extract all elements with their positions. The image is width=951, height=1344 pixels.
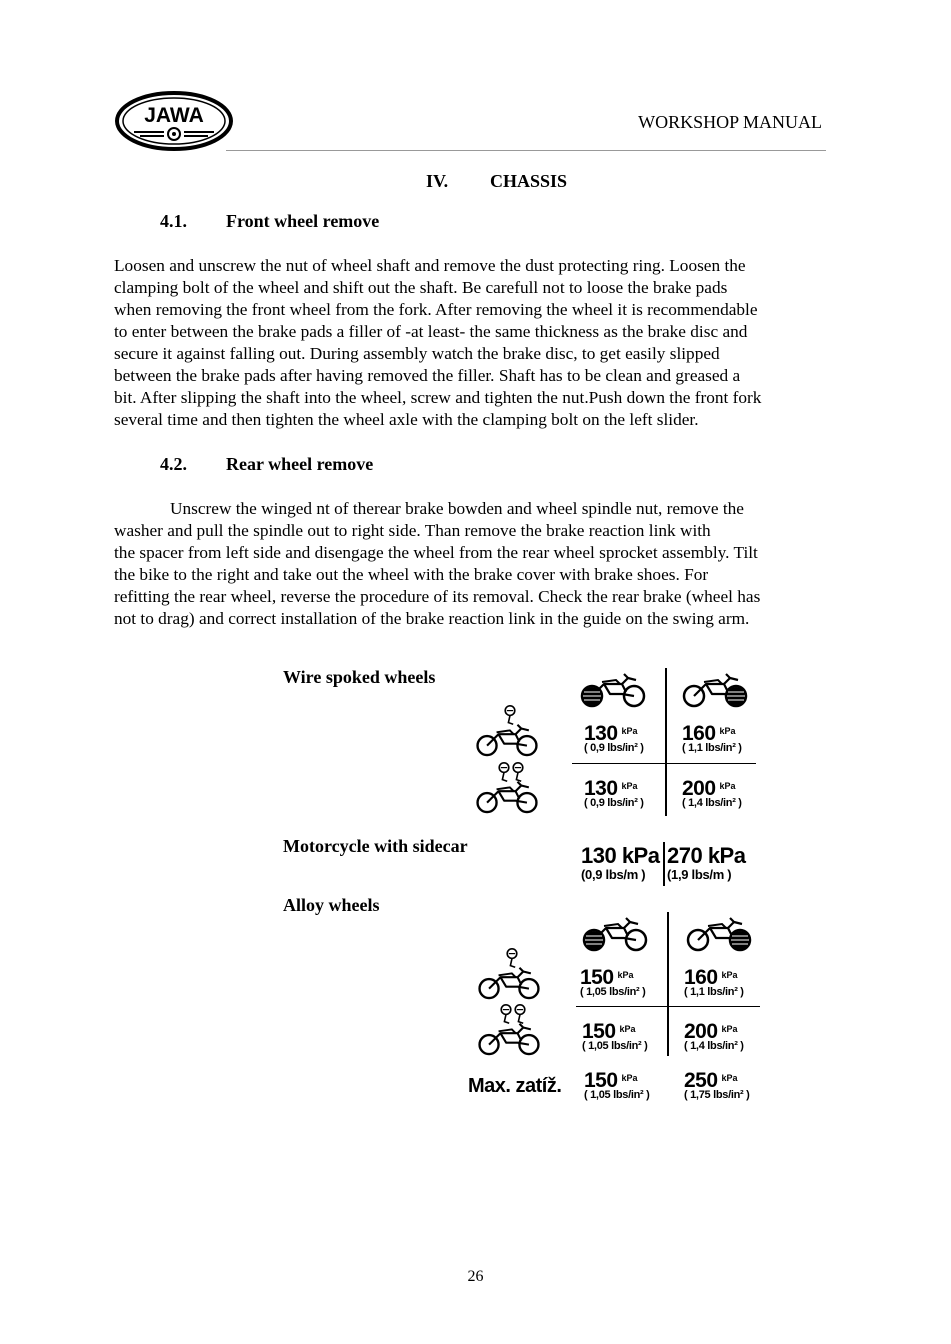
section-number: 4.2. [160,454,187,474]
paragraph-line: not to drag) and correct installation of the brake reaction link in the guide on the swing arm. [114,609,750,628]
motorcycle-front-wheel-icon [580,912,650,952]
pressure-value: 130 $^{kPa}$ ( 0,9 lbs/in² ) [584,722,644,754]
paragraph-line: secure it against falling out. During assembly watch the brake disc, to get easily slipped [114,344,720,363]
motorcycle-two-riders-icon [474,1004,544,1056]
page-number: 26 [467,1268,484,1285]
motorcycle-front-wheel-icon [578,668,648,708]
section-title: Rear wheel remove [226,454,374,474]
paragraph-line: several time and then tighten the wheel axle with the clamping bolt on the left slider. [114,410,699,429]
motorcycle-rear-wheel-icon [680,668,750,708]
pressure-value: 270 kPa (1,9 lbs/m ) [667,843,746,882]
chapter-title: CHASSIS [490,171,568,191]
paragraph-line: washer and pull the spindle out to right side. Than remove the brake reaction link with [114,521,711,540]
pressure-value: 200 $^{kPa}$ ( 1,4 lbs/in² ) [682,777,742,809]
rear-wheel-paragraph [114,498,838,630]
pressure-value: 150 $^{kPa}$ ( 1,05 lbs/in² ) [584,1069,650,1101]
paragraph-line: bit. After slipping the shaft into the wheel, screw and tighten the nut.Push down the front fork [114,388,762,407]
front-wheel-paragraph [114,255,838,431]
sidecar-label: Motorcycle with sidecar [283,836,468,856]
paragraph-line: to enter between the brake pads a filler of -at least- the same thickness as the brake disc and [114,322,748,341]
header-divider [226,150,826,151]
paragraph-line: when removing the front wheel from the fork. After removing the wheel it is recommendable [114,300,758,319]
paragraph-line: the spacer from left side and disengage the wheel from the rear wheel sprocket assembly. Tilt [114,543,758,562]
paragraph-line: Unscrew the winged nt of therear brake bowden and wheel spindle nut, remove the [170,499,744,518]
table-divider [663,842,665,886]
table-divider [667,912,669,1056]
table-divider [576,1006,760,1007]
table-divider [572,763,756,764]
motorcycle-two-riders-icon [472,762,542,814]
motorcycle-one-rider-icon [472,705,542,757]
pressure-value: 160 $^{kPa}$ ( 1,1 lbs/in² ) [684,966,744,998]
max-load-label: Max. zatíž. [468,1075,562,1097]
pressure-value: 250 $^{kPa}$ ( 1,75 lbs/in² ) [684,1069,750,1101]
motorcycle-one-rider-icon [474,948,544,1000]
paragraph-line: the bike to the right and take out the wheel with the brake cover with brake shoes. For [114,565,709,584]
pressure-value: 160 $^{kPa}$ ( 1,1 lbs/in² ) [682,722,742,754]
alloy-wheels-label: Alloy wheels [283,895,380,915]
jawa-logo [114,90,234,152]
wire-spoked-wheels-label: Wire spoked wheels [283,667,436,687]
logo-text: JAWA [144,104,204,127]
motorcycle-rear-wheel-icon [684,912,754,952]
table-divider [665,668,667,816]
pressure-value: 150 $^{kPa}$ ( 1,05 lbs/in² ) [580,966,646,998]
paragraph-line: Loosen and unscrew the nut of wheel shaft and remove the dust protecting ring. Loosen the [114,256,746,275]
paragraph-line: between the brake pads after having removed the filler. Shaft has to be clean and greased a [114,366,741,385]
pressure-value: 130 kPa (0,9 lbs/m ) [581,843,660,882]
header-title: WORKSHOP MANUAL [638,112,822,132]
paragraph-line: refitting the rear wheel, reverse the procedure of its removal. Check the rear brake (wheel has [114,587,761,606]
pressure-value: 130 $^{kPa}$ ( 0,9 lbs/in² ) [584,777,644,809]
chapter-number: IV. [426,171,449,191]
pressure-value: 150 $^{kPa}$ ( 1,05 lbs/in² ) [582,1020,648,1052]
chapter-heading [426,171,567,192]
section-title: Front wheel remove [226,211,380,231]
pressure-value: 200 $^{kPa}$ ( 1,4 lbs/in² ) [684,1020,744,1052]
section-number: 4.1. [160,211,187,231]
paragraph-line: clamping bolt of the wheel and shift out the shaft. Be carefull not to loose the brake pads [114,278,728,297]
